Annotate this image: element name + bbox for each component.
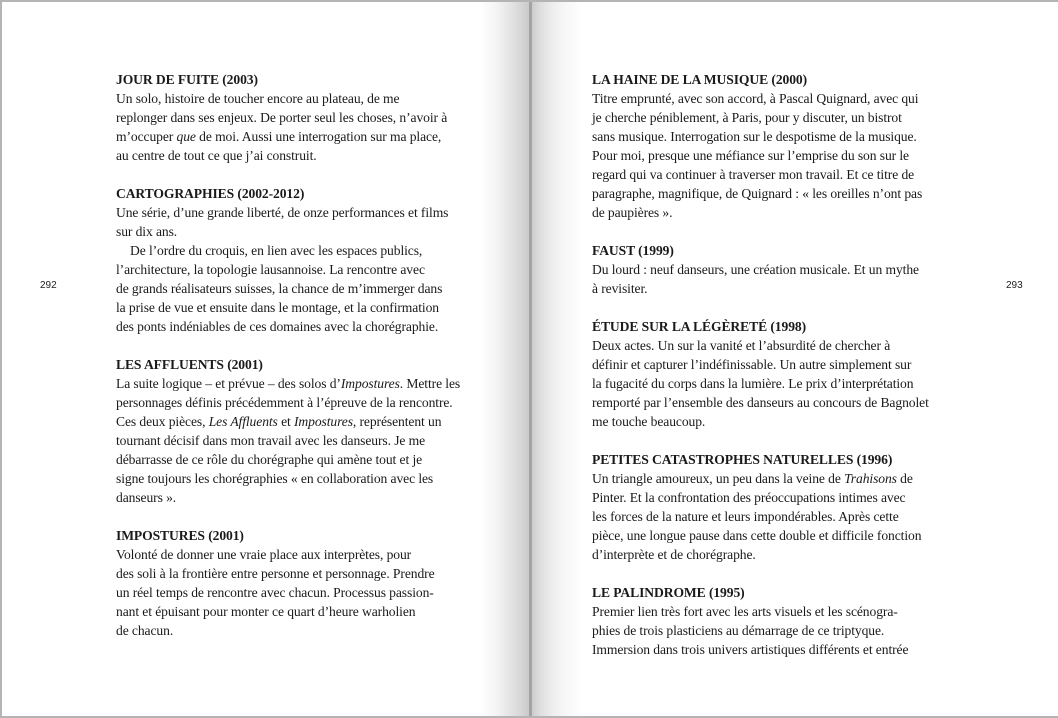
- entry-title-year: (1999): [638, 243, 674, 258]
- entry-title-name: LA HAINE DE LA MUSIQUE: [592, 72, 769, 87]
- entry-title-name: PETITES CATASTROPHES NATURELLES: [592, 452, 854, 467]
- text-run: Pinter. Et la confrontation des préoccupations intimes avec: [592, 490, 906, 505]
- text-run: personnages définis précédemment à l’épreuve de la rencontre.: [116, 395, 453, 410]
- entry-body: [116, 545, 486, 640]
- entry-title: [592, 583, 962, 602]
- body-text-line: [116, 621, 486, 640]
- entry-title-name: ÉTUDE SUR LA LÉGÈRETÉ: [592, 319, 768, 334]
- text-run: nant et épuisant pour monter ce quart d’heure warholien: [116, 604, 416, 619]
- entry-body: [116, 203, 486, 336]
- text-run: regard qui va continuer à traverser mon travail. Et ce titre de: [592, 167, 915, 182]
- entry-title: [592, 241, 962, 260]
- text-run: débarrasse de ce rôle du chorégraphe qui amène tout et je: [116, 452, 423, 467]
- italic-title-text: Les Affluents: [208, 414, 278, 429]
- text-run: sans musique. Interrogation sur le despotisme de la musique.: [592, 129, 917, 144]
- body-text-line: [116, 488, 486, 507]
- body-text-line: [116, 450, 486, 469]
- left-page-text-column: [116, 70, 486, 659]
- page-number-left: 292: [40, 280, 57, 291]
- text-run: Un solo, histoire de toucher encore au plateau, de me: [116, 91, 400, 106]
- body-text-line: [116, 108, 486, 127]
- body-text-line: [592, 412, 962, 431]
- text-run: me touche beaucoup.: [592, 414, 706, 429]
- text-run: Volonté de donner une vraie place aux interprètes, pour: [116, 547, 412, 562]
- text-run: Deux actes. Un sur la vanité et l’absurdité de chercher à: [592, 338, 891, 353]
- text-run: pièce, une longue pause dans cette double et difficile fonction: [592, 528, 922, 543]
- body-text-line: [116, 241, 486, 260]
- body-text-line: [116, 127, 486, 146]
- body-text-line: [592, 336, 962, 355]
- text-run: la prise de vue et ensuite dans le montage, et la confirmation: [116, 300, 439, 315]
- entry-title: [592, 317, 962, 336]
- body-text-line: [592, 89, 962, 108]
- text-run: danseurs ».: [116, 490, 177, 505]
- text-run: signe toujours les chorégraphies « en collaboration avec les: [116, 471, 434, 486]
- text-run: Premier lien très fort avec les arts visuels et les scénogra-: [592, 604, 898, 619]
- entry-body: [116, 374, 486, 507]
- body-text-line: [592, 279, 962, 298]
- text-run: Pour moi, presque une méfiance sur l’emprise du son sur le: [592, 148, 909, 163]
- text-run: tournant décisif dans mon travail avec les danseurs. Je me: [116, 433, 426, 448]
- body-text-line: [116, 298, 486, 317]
- body-text-line: [592, 355, 962, 374]
- text-run: , représentent un: [352, 414, 442, 429]
- italic-title-text: Impostures: [293, 414, 353, 429]
- entry-body: [116, 89, 486, 165]
- body-text-line: [592, 165, 962, 184]
- body-text-line: [116, 393, 486, 412]
- text-run: La suite logique – et prévue – des solos d’: [116, 376, 341, 391]
- text-run: Ces deux pièces,: [116, 414, 209, 429]
- entry-title-name: FAUST: [592, 243, 635, 258]
- body-text-line: [592, 260, 962, 279]
- work-entry: [116, 184, 486, 336]
- entry-title-name: LE PALINDROME: [592, 585, 706, 600]
- text-run: Titre emprunté, avec son accord, à Pascal Quignard, avec qui: [592, 91, 919, 106]
- body-text-line: [116, 89, 486, 108]
- work-entry: [592, 317, 962, 431]
- body-text-line: [116, 412, 486, 431]
- text-run: un réel temps de rencontre avec chacun. Processus passion-: [116, 585, 434, 600]
- text-run: des ponts indéniables de ces domaines avec la chorégraphie.: [116, 319, 439, 334]
- body-text-line: [592, 146, 962, 165]
- page-number-right: 293: [1006, 280, 1023, 291]
- entry-title-year: (1998): [770, 319, 807, 334]
- body-text-line: [116, 545, 486, 564]
- italic-title-text: Trahisons: [844, 471, 897, 486]
- body-text-line: [592, 469, 962, 488]
- text-run: de moi. Aussi une interrogation sur ma place,: [195, 129, 442, 144]
- right-page-text-column: [592, 70, 962, 678]
- entry-title: [116, 526, 486, 545]
- italic-title-text: que: [176, 129, 196, 144]
- entry-title-year: (2002-2012): [237, 186, 305, 201]
- body-text-line: [116, 374, 486, 393]
- text-run: Du lourd : neuf danseurs, une création musicale. Et un mythe: [592, 262, 919, 277]
- body-text-line: [592, 507, 962, 526]
- text-run: des soli à la frontière entre personne et personnage. Prendre: [116, 566, 435, 581]
- body-text-line: [592, 526, 962, 545]
- entry-title: [116, 70, 486, 89]
- entry-body: [592, 602, 962, 659]
- entry-title-year: (1996): [856, 452, 893, 467]
- body-text-line: [592, 602, 962, 621]
- entry-title-name: CARTOGRAPHIES: [116, 186, 235, 201]
- entry-title: [116, 355, 486, 374]
- text-run: définir et capturer l’indéfinissable. Un autre simplement sur: [592, 357, 912, 372]
- text-run: Immersion dans trois univers artistiques différents et entrée: [592, 642, 909, 657]
- entry-body: [592, 336, 962, 431]
- body-text-line: [116, 279, 486, 298]
- entry-title: [592, 70, 962, 89]
- entry-body: [592, 260, 962, 298]
- entry-title: [592, 450, 962, 469]
- work-entry: [116, 70, 486, 165]
- entry-body: [592, 469, 962, 564]
- text-run: de: [896, 471, 913, 486]
- body-text-line: [116, 146, 486, 165]
- text-run: paragraphe, magnifique, de Quignard : « les oreilles n’ont pas: [592, 186, 923, 201]
- work-entry: [116, 355, 486, 507]
- text-run: l’architecture, la topologie lausannoise. La rencontre avec: [116, 262, 425, 277]
- text-run: la fugacité du corps dans la lumière. Le prix d’interprétation: [592, 376, 914, 391]
- text-run: remporté par l’ensemble des danseurs au concours de Bagnolet: [592, 395, 929, 410]
- body-text-line: [116, 222, 486, 241]
- body-text-line: [592, 640, 962, 659]
- italic-title-text: Impostures: [340, 376, 400, 391]
- body-text-line: [116, 203, 486, 222]
- work-entry: [592, 70, 962, 222]
- entry-title-year: (2000): [771, 72, 808, 87]
- text-run: De l’ordre du croquis, en lien avec les espaces publics,: [130, 243, 423, 258]
- body-text-line: [116, 260, 486, 279]
- body-text-line: [592, 184, 962, 203]
- body-text-line: [592, 108, 962, 127]
- text-run: sur dix ans.: [116, 224, 178, 239]
- text-run: je cherche péniblement, à Paris, pour y discuter, un bistrot: [592, 110, 902, 125]
- text-run: Une série, d’une grande liberté, de onze performances et films: [116, 205, 449, 220]
- entry-title: [116, 184, 486, 203]
- body-text-line: [116, 317, 486, 336]
- body-text-line: [592, 545, 962, 564]
- text-run: d’interprète et de chorégraphe.: [592, 547, 756, 562]
- text-run: replonger dans ses enjeux. De porter seul les choses, n’avoir à: [116, 110, 448, 125]
- text-run: au centre de tout ce que j’ai construit.: [116, 148, 317, 163]
- body-text-line: [592, 621, 962, 640]
- entry-title-year: (2001): [208, 528, 244, 543]
- text-run: m’occuper: [116, 129, 177, 144]
- text-run: . Mettre les: [399, 376, 461, 391]
- entry-body: [592, 89, 962, 222]
- work-entry: [592, 583, 962, 659]
- work-entry: [592, 241, 962, 298]
- work-entry: [592, 450, 962, 564]
- body-text-line: [592, 393, 962, 412]
- text-run: les forces de la nature et leurs impondérables. Après cette: [592, 509, 899, 524]
- text-run: de grands réalisateurs suisses, la chance de m’immerger dans: [116, 281, 443, 296]
- body-text-line: [592, 127, 962, 146]
- body-text-line: [592, 488, 962, 507]
- text-run: et: [277, 414, 294, 429]
- entry-title-name: JOUR DE FUITE: [116, 72, 219, 87]
- text-run: de chacun.: [116, 623, 174, 638]
- entry-title-year: (2001): [227, 357, 263, 372]
- text-run: à revisiter.: [592, 281, 648, 296]
- body-text-line: [116, 469, 486, 488]
- text-run: de paupières ».: [592, 205, 673, 220]
- body-text-line: [116, 583, 486, 602]
- entry-title-year: (2003): [222, 72, 258, 87]
- body-text-line: [116, 602, 486, 621]
- text-run: Un triangle amoureux, un peu dans la veine de: [592, 471, 845, 486]
- body-text-line: [116, 564, 486, 583]
- body-text-line: [592, 374, 962, 393]
- book-spine: [529, 2, 532, 716]
- entry-title-name: IMPOSTURES: [116, 528, 205, 543]
- body-text-line: [116, 431, 486, 450]
- text-run: phies de trois plasticiens au démarrage de ce triptyque.: [592, 623, 885, 638]
- body-text-line: [592, 203, 962, 222]
- entry-title-name: LES AFFLUENTS: [116, 357, 224, 372]
- entry-title-year: (1995): [708, 585, 745, 600]
- work-entry: [116, 526, 486, 640]
